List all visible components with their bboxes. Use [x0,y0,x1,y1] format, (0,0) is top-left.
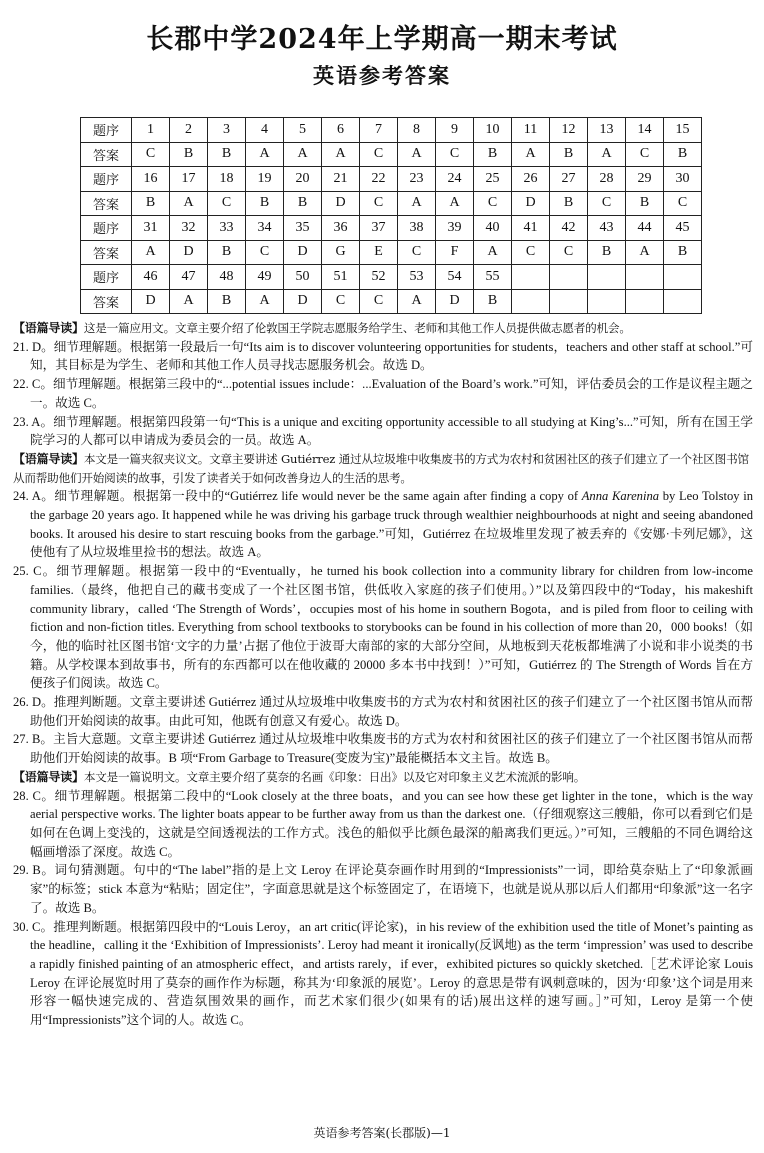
question-number-cell: 31 [132,216,170,241]
answer-cell: A [246,142,284,167]
answer-cell: C [626,142,664,167]
answer-cell: A [398,191,436,216]
question-number-cell: 1 [132,118,170,143]
question-number-cell: 42 [550,216,588,241]
question-number-cell: 23 [398,167,436,192]
answer-cell: A [322,142,360,167]
answer-cell: D [170,240,208,265]
answer-cell: A [398,289,436,314]
answer-cell: D [284,240,322,265]
question-number-cell: 41 [512,216,550,241]
answer-cell: B [664,240,702,265]
question-number-cell: 6 [322,118,360,143]
explanations [13,319,753,1030]
answer-cell: B [208,142,246,167]
answer-cell: F [436,240,474,265]
question-number-cell [626,265,664,290]
answer-cell: A [170,289,208,314]
question-number-cell: 32 [170,216,208,241]
answer-row [81,191,702,216]
question-number-cell: 18 [208,167,246,192]
question-number-cell: 35 [284,216,322,241]
row-label: 题序 [81,216,132,241]
question-number-cell: 40 [474,216,512,241]
question-number-cell: 43 [588,216,626,241]
answer-cell: C [512,240,550,265]
question-number-cell: 26 [512,167,550,192]
question-number-row [81,167,702,192]
question-number-cell [588,265,626,290]
question-number-cell: 13 [588,118,626,143]
answer-cell: B [474,289,512,314]
explanation-28: 28. C。细节理解题。根据第二段中的“Look closely at the three boats，and you can see how these get lighter in the tone，which is the way aerial perspective works. The lighter boats appear to be further away from us than the darkest one.（仔细观察这三艘船，你可以看到它们是如何在色调上变浅的，这就是空间透视法的工作方式。浅色的船似乎比颜色最深的船离我们更远。）”可知，三艘船的不同色调给这幅画增添了深度。故选 C。 [13,788,753,859]
answer-cell: C [436,142,474,167]
book-title: Anna Karenina [581,489,660,504]
question-number-cell: 22 [360,167,398,192]
answer-cell: A [132,240,170,265]
answer-row [81,142,702,167]
answer-cell [512,289,550,314]
question-number-cell: 30 [664,167,702,192]
answer-cell: D [436,289,474,314]
question-number-cell: 34 [246,216,284,241]
question-number-cell: 15 [664,118,702,143]
answer-cell: C [550,240,588,265]
explanation-23: 23. A。细节理解题。根据第四段第一句“This is a unique and exciting opportunity accessible to all studying at King’s...”可知，所有在国王学院学习的人都可以申请成为委员会的一员。故选 A。 [13,414,753,448]
question-number-cell: 20 [284,167,322,192]
page-title: 长郡中学2024年上学期高一期末考试 [146,24,618,55]
passage-intro: 【语篇导读】本文是一篇说明文。文章主要介绍了莫奈的名画《印象：日出》以及它对印象主义艺术流派的影响。 [13,769,586,784]
answer-row [81,240,702,265]
answer-cell [588,289,626,314]
question-number-cell: 45 [664,216,702,241]
passage-intro: 【语篇导读】本文是一篇夹叙夹议文。文章主要讲述 Gutiérrez 通过从垃圾堆中收集废书的方式为农村和贫困社区的孩子们建立了一个社区图书馆从而帮助他们开始阅读的故事，引发了读者关于如何改善身边人的生活的思考。 [13,451,749,485]
question-number-cell: 33 [208,216,246,241]
answer-cell: C [208,191,246,216]
row-label: 题序 [81,118,132,143]
question-number-cell: 10 [474,118,512,143]
question-number-cell: 37 [360,216,398,241]
row-label: 答案 [81,142,132,167]
answer-cell: A [474,240,512,265]
explanation-22: 22. C。细节理解题。根据第三段中的“...potential issues include：...Evaluation of the Board’s work.”可知，评估委员会的工作是议程主题之一。故选 C。 [13,377,753,410]
answer-cell: C [360,289,398,314]
answer-cell: C [588,191,626,216]
page-subtitle: 英语参考答案 [313,63,451,88]
answer-cell: E [360,240,398,265]
explanation-30: 30. C。推理判断题。根据第四段中的“Louis Leroy，an art critic(评论家)，in his review of the exhibition used the title of Monet’s painting as the headline，calling it the ‘Exhibition of Impressionists’. Leroy had meant it ironically(反讽地) as the term ‘impression’ was used to describe a rapidly finished painting of an atmospheric effect，and artists rarely，if ever，exhibited pictures so quickly sketched.［艺术评论家 Louis Leroy 在评论展览时用了莫奈的画作作为标题，称其为‘印象派的展览’。Leroy 的意思是带有讽刺意味的，因为‘印象’这个词是用来形容一幅快速完成的、营造氛围效果的画作，而艺术家们很少(如果有的话)展出这样的速写画。］”可知，Leroy 是第一个使用“Impressionists”这个词的人。故选 C。 [13,919,753,1028]
question-number-row [81,265,702,290]
answer-cell: B [550,142,588,167]
question-number-cell: 4 [246,118,284,143]
answer-cell: C [360,142,398,167]
explanation-27: 27. B。主旨大意题。文章主要讲述 Gutiérrez 通过从垃圾堆中收集废书的方式为农村和贫困社区的孩子们建立了一个社区图书馆从而帮助他们开始阅读的故事。B 项“From Garbage to Treasure(变废为宝)”最能概括本文主旨。故选 B。 [13,732,753,766]
passage-intro: 【语篇导读】这是一篇应用文。文章主要介绍了伦敦国王学院志愿服务给学生、老师和其他工作人员提供做志愿者的机会。 [13,321,631,335]
answer-cell: C [398,240,436,265]
question-number-cell: 3 [208,118,246,143]
question-number-cell [512,265,550,290]
row-label: 题序 [81,167,132,192]
question-number-cell: 14 [626,118,664,143]
question-number-cell: 54 [436,265,474,290]
answer-cell: B [550,191,588,216]
row-label: 答案 [81,240,132,265]
question-number-cell: 2 [170,118,208,143]
row-label: 答案 [81,191,132,216]
question-number-cell: 50 [284,265,322,290]
answer-cell: B [170,142,208,167]
answer-cell: G [322,240,360,265]
answer-cell: D [132,289,170,314]
question-number-cell: 17 [170,167,208,192]
answer-cell: A [436,191,474,216]
answer-row [81,289,702,314]
answer-cell: A [170,191,208,216]
answer-cell: B [284,191,322,216]
question-number-cell: 51 [322,265,360,290]
question-number-cell: 5 [284,118,322,143]
answer-cell: C [664,191,702,216]
answer-cell: A [512,142,550,167]
question-number-cell: 29 [626,167,664,192]
answer-cell: A [284,142,322,167]
question-number-cell: 28 [588,167,626,192]
explanation-24: 24. A。细节理解题。根据第一段中的“Gutiérrez life would never be the same again after finding a copy of Anna Karenina by Leo Tolstoy in the garbage 20 years ago. It happened while he was driving his garbage truck through wealthier neighbourhoods at night and seeing abandoned books. It aroused his desire to start rescuing books from the garbage.”可知，Gutiérrez 在垃圾堆里发现了被丢弃的《安娜·卡列尼娜》，这使他有了从垃圾堆里捡书的想法。故选 A。 [13,489,754,560]
answer-cell: D [284,289,322,314]
question-number-cell: 16 [132,167,170,192]
question-number-cell: 21 [322,167,360,192]
question-number-cell: 39 [436,216,474,241]
answer-cell: C [132,142,170,167]
answer-cell [626,289,664,314]
row-label: 答案 [81,289,132,314]
question-number-row [81,118,702,143]
question-number-cell: 12 [550,118,588,143]
answer-cell [550,289,588,314]
answer-cell: C [360,191,398,216]
answer-cell: A [626,240,664,265]
answer-cell: B [626,191,664,216]
answer-cell: B [208,289,246,314]
question-number-cell: 7 [360,118,398,143]
question-number-cell: 11 [512,118,550,143]
answer-cell: D [512,191,550,216]
answer-table [80,117,702,314]
page-footer: 英语参考答案(长郡版)—1 [313,1126,451,1140]
question-number-cell: 19 [246,167,284,192]
answer-cell: B [474,142,512,167]
answer-cell: A [246,289,284,314]
question-number-cell: 8 [398,118,436,143]
answer-cell: B [588,240,626,265]
question-number-cell: 38 [398,216,436,241]
question-number-cell: 47 [170,265,208,290]
question-number-cell: 55 [474,265,512,290]
question-number-cell [664,265,702,290]
question-number-cell: 27 [550,167,588,192]
explanation-29: 29. B。词句猜测题。句中的“The label”指的是上文 Leroy 在评论莫奈画作时用到的“Impressionists”一词，即给莫奈贴上了“印象派画家”的标签；stick 本意为“粘贴；固定住”，字面意思就是这个标签固定了，在语境下，也就是说从那以后人们都用“印象派”这一名字了。故选 B。 [13,863,753,915]
question-number-cell: 49 [246,265,284,290]
question-number-cell: 44 [626,216,664,241]
answer-cell: B [246,191,284,216]
answer-cell [664,289,702,314]
question-number-cell: 36 [322,216,360,241]
question-number-cell: 25 [474,167,512,192]
question-number-cell: 48 [208,265,246,290]
row-label: 题序 [81,265,132,290]
explanation-25: 25. C。细节理解题。根据第一段中的“Eventually，he turned his book collection into a community library for children from low-income families.（最终，他把自己的藏书变成了一个社区图书馆，供低收入家庭的孩子们使用。）”以及第四段中的“Today，his makeshift community library，called ‘The Strength of Words’，occupies most of his home in southern Bogota，and is piled from floor to ceiling with fiction and non-fiction titles. Everything from school textbooks to storybooks can be found in his collection of more than 20，000 books!（如今，他的临时社区图书馆‘文字的力量’占据了他位于波哥大南部的家的大部分空间，从地板到天花板都堆满了小说和非小说类的书籍。从学校课本到故事书，所有的东西都可以在他收藏的 20000 多本书中找到！）”可知，Gutiérrez 的 The Strength of Words 旨在方便孩子们阅读。故选 C。 [13,564,753,691]
question-number-cell: 9 [436,118,474,143]
question-number-cell: 24 [436,167,474,192]
answer-cell: C [474,191,512,216]
explanation-26: 26. D。推理判断题。文章主要讲述 Gutiérrez 通过从垃圾堆中收集废书的方式为农村和贫困社区的孩子们建立了一个社区图书馆从而帮助他们开始阅读的故事。由此可知，他既有创意又有爱心。故选 D。 [13,695,753,728]
answer-cell: B [208,240,246,265]
question-number-cell: 52 [360,265,398,290]
question-number-cell: 46 [132,265,170,290]
explanation-21: 21. D。细节理解题。根据第一段最后一句“Its aim is to discover volunteering opportunities for students，teachers and other staff at school.”可知，其目标是为学生、老师和其他工作人员寻找志愿服务机会。故选 D。 [13,339,753,373]
answer-cell: D [322,191,360,216]
answer-cell: A [588,142,626,167]
answer-cell: B [132,191,170,216]
answer-cell: C [246,240,284,265]
question-number-row [81,216,702,241]
answer-cell: B [664,142,702,167]
answer-cell: A [398,142,436,167]
question-number-cell: 53 [398,265,436,290]
answer-cell: C [322,289,360,314]
question-number-cell [550,265,588,290]
